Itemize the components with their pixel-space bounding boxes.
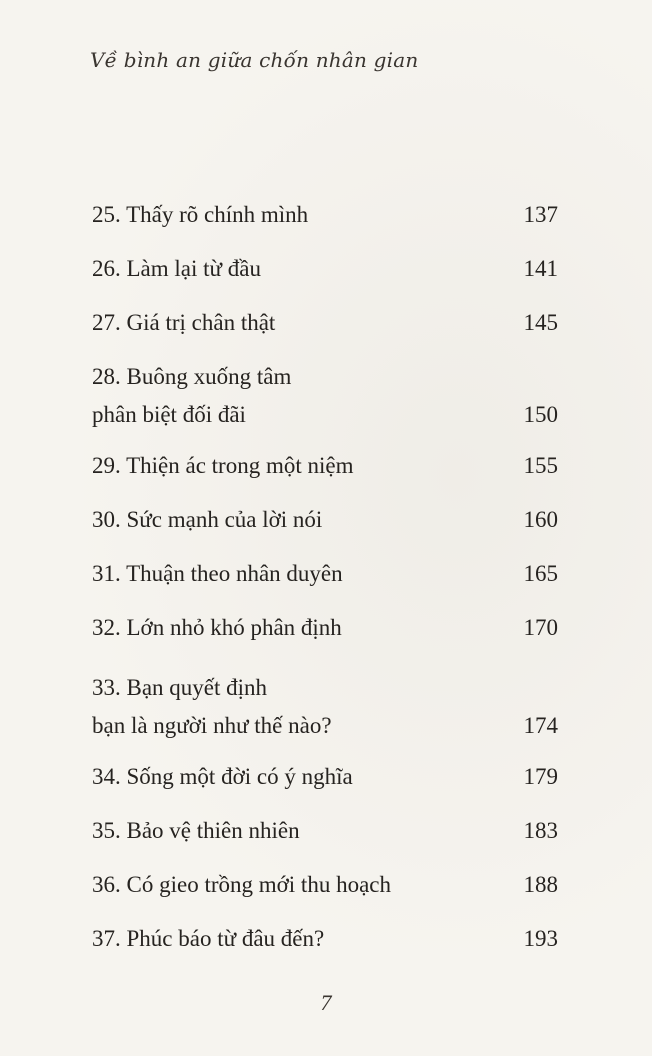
- toc-entry-page: 137: [523, 202, 558, 227]
- toc-entry-title: 34. Sống một đời có ý nghĩa: [92, 764, 353, 789]
- toc-entry: [92, 812, 558, 850]
- page-number: 7: [320, 990, 332, 1015]
- toc-entry: [92, 196, 558, 234]
- toc-entry: [92, 866, 558, 904]
- toc-entry-page: 174: [523, 713, 558, 738]
- toc-entry-title: 32. Lớn nhỏ khó phân định: [92, 615, 342, 640]
- toc-entry-title: 36. Có gieo trồng mới thu hoạch: [92, 872, 391, 897]
- toc-entry-page: 193: [523, 926, 558, 951]
- toc-entry-page: 183: [523, 818, 558, 843]
- running-head: Về bình an giữa chốn nhân gian: [90, 48, 419, 72]
- toc-entry: [92, 501, 558, 539]
- toc-entry-title: 37. Phúc báo từ đâu đến?: [92, 926, 325, 951]
- toc-entry: [92, 447, 558, 485]
- toc-entry-page: 141: [523, 256, 558, 281]
- toc-entry: [92, 358, 558, 434]
- toc-entry: [92, 250, 558, 288]
- toc-entry-page: 145: [523, 310, 558, 335]
- toc-entry-page: 179: [523, 764, 558, 789]
- toc-entry: [92, 555, 558, 593]
- toc-entry: [92, 304, 558, 342]
- toc-entry-title: 25. Thấy rõ chính mình: [92, 202, 309, 227]
- table-of-contents: [92, 196, 558, 958]
- toc-entry-title: 26. Làm lại từ đầu: [92, 256, 261, 281]
- toc-entry-title: 29. Thiện ác trong một niệm: [92, 453, 354, 478]
- toc-entry-page: 188: [523, 872, 558, 897]
- toc-entry-page: 160: [523, 507, 558, 532]
- toc-entry-title: 27. Giá trị chân thật: [92, 310, 276, 335]
- toc-entry-page: 170: [523, 615, 558, 640]
- toc-entry-page: 150: [523, 402, 558, 427]
- toc-entry-title: 35. Bảo vệ thiên nhiên: [92, 818, 300, 843]
- toc-entry: [92, 609, 558, 647]
- toc-entry: [92, 758, 558, 796]
- toc-entry: [92, 669, 558, 745]
- toc-entry-title: 31. Thuận theo nhân duyên: [92, 561, 343, 586]
- toc-entry: [92, 920, 558, 958]
- toc-entry-title: 30. Sức mạnh của lời nói: [92, 507, 323, 532]
- toc-entry-title: 28. Buông xuống tâm phân biệt đối đãi: [92, 364, 292, 427]
- toc-entry-page: 165: [523, 561, 558, 586]
- toc-entry-title: 33. Bạn quyết định bạn là người như thế nào?: [92, 675, 332, 738]
- toc-entry-page: 155: [523, 453, 558, 478]
